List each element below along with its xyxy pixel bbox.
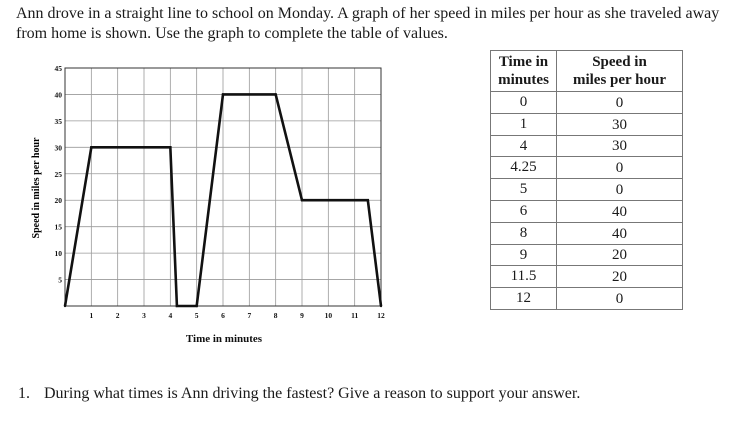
x-tick-label: 2 (115, 311, 120, 320)
speed-cell: 0 (557, 92, 683, 114)
y-tick-label: 25 (54, 169, 62, 179)
y-tick-label: 40 (54, 90, 62, 100)
series-point (380, 305, 382, 307)
speed-cell: 40 (557, 200, 683, 222)
table-row (491, 157, 683, 179)
time-cell: 8 (491, 222, 557, 244)
speed-cell: 0 (557, 179, 683, 201)
header-speed-line1: Speed in (592, 54, 647, 70)
speed-cell: 20 (557, 266, 683, 288)
x-tick-label: 4 (168, 311, 173, 320)
x-tick-label: 11 (351, 311, 359, 320)
x-tick-label: 3 (142, 311, 146, 320)
table-row (491, 288, 683, 310)
series-point (176, 305, 178, 307)
x-tick-label: 1 (89, 311, 94, 320)
table-row (491, 179, 683, 201)
table-header-row (491, 51, 683, 92)
time-cell: 6 (491, 200, 557, 222)
series-point (274, 93, 276, 95)
x-tick-labels (89, 311, 385, 320)
x-tick-label: 10 (324, 311, 333, 320)
time-cell: 11.5 (491, 266, 557, 288)
table-header-speed (557, 51, 683, 92)
y-tick-label: 5 (58, 275, 62, 285)
speed-cell: 0 (557, 157, 683, 179)
x-tick-label: 7 (247, 311, 252, 320)
table-row (491, 92, 683, 114)
table-row (491, 200, 683, 222)
series-point (90, 146, 92, 148)
table-header-time (491, 51, 557, 92)
table-row (491, 113, 683, 135)
table-row (491, 244, 683, 266)
y-tick-label: 20 (54, 196, 62, 206)
intro-text: Ann drove in a straight line to school on Monday. A graph of her speed in miles per hour as she traveled away from home is shown. Use the graph to complete the table of values. (16, 5, 720, 42)
x-axis-label: Time in minutes (185, 333, 263, 345)
speed-cell: 30 (557, 135, 683, 157)
values-table (490, 50, 683, 310)
question-text: During what times is Ann driving the fastest? Give a reason to support your answer. (44, 385, 581, 402)
table-row (491, 266, 683, 288)
x-tick-label: 6 (221, 311, 225, 320)
header-speed-line2: miles per hour (572, 72, 667, 88)
series-point (195, 305, 197, 307)
y-tick-label: 10 (54, 249, 62, 259)
y-tick-label: 45 (54, 64, 62, 73)
speed-cell: 0 (557, 288, 683, 310)
table-row (491, 135, 683, 157)
question-number: 1. (18, 385, 30, 402)
series-point (222, 93, 224, 95)
header-time-line1: Time in (498, 54, 549, 70)
time-cell: 0 (491, 92, 557, 114)
y-axis-label: Speed in miles per hour (31, 137, 42, 239)
time-cell: 1 (491, 113, 557, 135)
speed-cell: 40 (557, 222, 683, 244)
time-cell: 9 (491, 244, 557, 266)
time-cell: 4.25 (491, 157, 557, 179)
y-tick-labels (55, 64, 63, 285)
x-tick-label: 9 (300, 311, 304, 320)
table-row (491, 222, 683, 244)
y-tick-label: 35 (54, 116, 62, 126)
time-cell: 4 (491, 135, 557, 157)
x-tick-label: 12 (377, 311, 385, 320)
speed-cell: 30 (557, 113, 683, 135)
series-point (169, 146, 171, 148)
y-tick-label: 15 (54, 222, 62, 232)
header-time-line2: minutes (498, 72, 549, 88)
time-cell: 5 (491, 179, 557, 201)
series-point (301, 199, 303, 201)
speed-cell: 20 (557, 244, 683, 266)
series-point (367, 199, 369, 201)
x-tick-label: 8 (273, 311, 278, 320)
y-tick-label: 30 (54, 143, 62, 153)
series-point (64, 305, 66, 307)
question-1 (18, 384, 580, 404)
time-cell: 12 (491, 288, 557, 310)
x-tick-label: 5 (194, 311, 199, 320)
